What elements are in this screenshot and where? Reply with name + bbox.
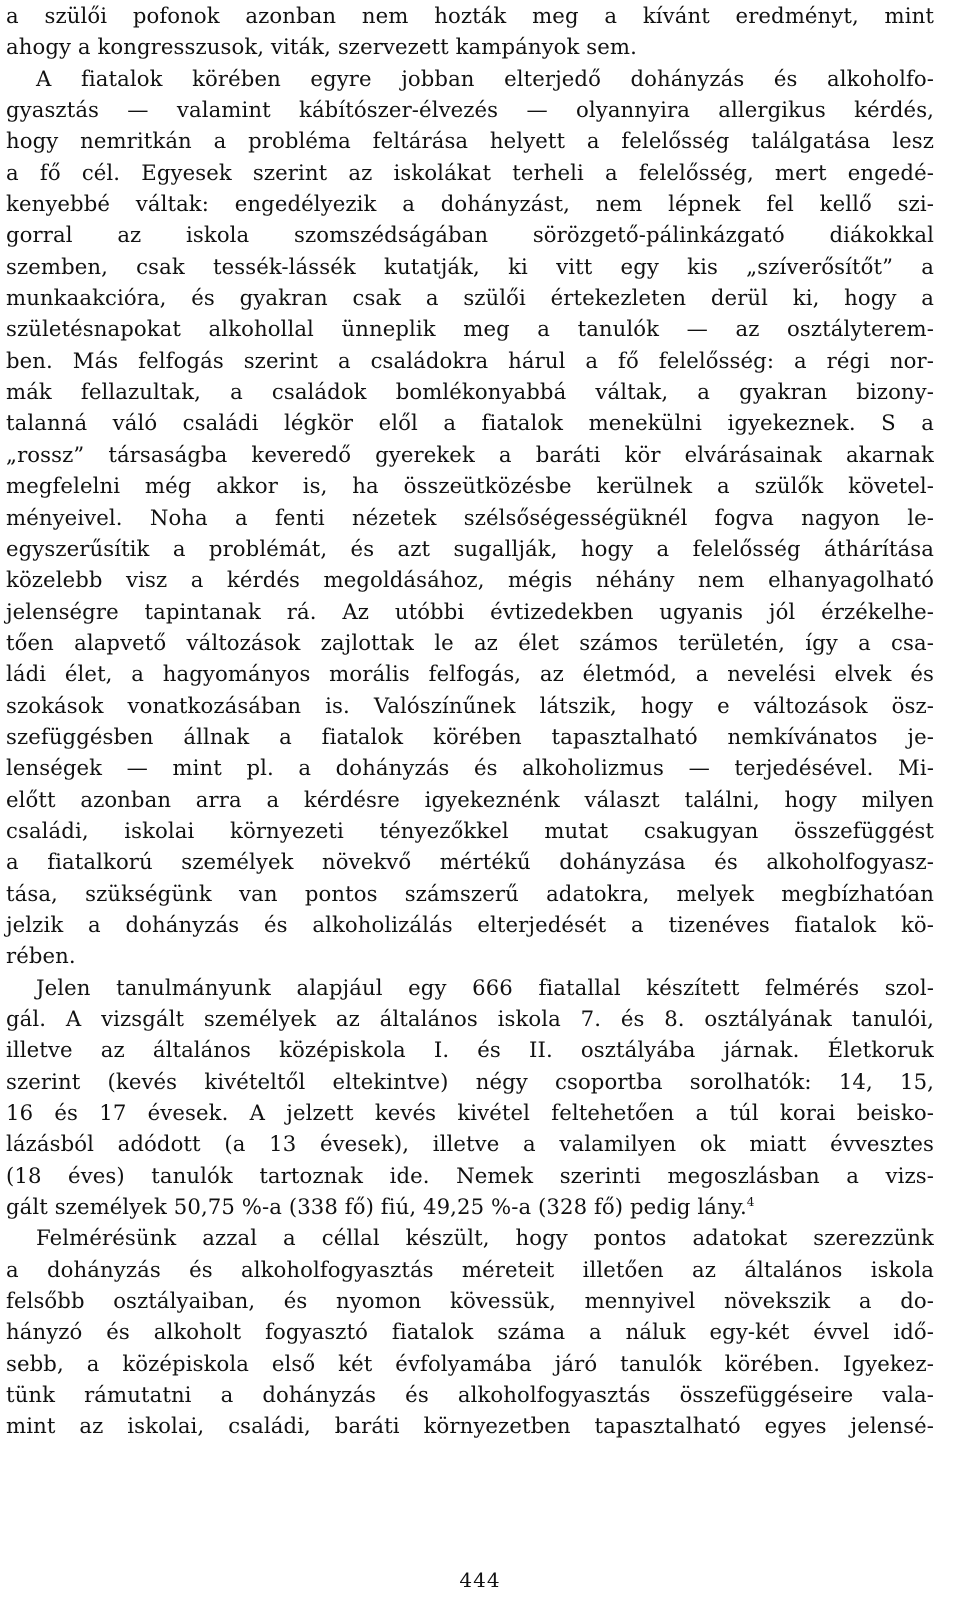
text-line: kenyebbé váltak: engedélyezik a dohányzást, nem lépnek fel kellő szi- [6,191,934,217]
text-line: Felmérésünk azzal a céllal készült, hogy pontos adatokat szerezzünk [36,1225,934,1251]
text-line: (18 éves) tanulók tartoznak ide. Nemek szerinti megoszlásban a vizs- [6,1162,934,1188]
text-line [6,1191,934,1222]
text-line: előtt azonban arra a kérdésre igyekeznénk választ találni, hogy milyen [6,786,934,812]
text-line: sebb, a középiskola első két évfolyamába járó tanulók körében. Igyekez- [6,1350,934,1376]
text-line: a fiatalkorú személyek növekvő mértékű dohányzása és alkoholfogyasz- [6,849,934,875]
text-line: 16 és 17 évesek. A jelzett kevés kivétel feltehetően a túl korai beisko- [6,1100,934,1126]
text-line: talanná váló családi légkör elől a fiatalok menekülni igyekeznek. S a [6,410,934,436]
text-line: ahogy a kongresszusok, viták, szervezett kampányok sem. [6,34,637,60]
text-line: születésnapokat alkohollal ünneplik meg a tanulók — az osztályterem- [6,316,934,342]
text-line: lenségek — mint pl. a dohányzás és alkoholizmus — terjedésével. Mi- [6,755,934,781]
text-line: szemben, csak tessék-lássék kutatják, ki vitt egy kis „szíverősítőt” a [6,253,934,279]
text-line: jelzik a dohányzás és alkoholizálás elterjedését a tizenéves fiatalok kö- [6,911,934,937]
paragraph-3 [6,972,934,1223]
text-line: ményeivel. Noha a fenti nézetek szélsőségességüknél fogva nagyon le- [6,504,934,530]
text-line: szefüggésben állnak a fiatalok körében tapasztalható nemkívánatos je- [6,723,934,749]
text-line: lázásból adódott (a 13 évesek), illetve a valamilyen ok miatt évvesztes [6,1131,934,1157]
paragraph-4 [6,1222,934,1441]
text-line: a dohányzás és alkoholfogyasztás méreteit illetően az általános iskola [6,1256,934,1282]
body-text [6,0,934,1442]
text-line: megfelelni még akkor is, ha összeütközésbe kerülnek a szülők követel- [6,473,934,499]
paragraph-2 [6,63,934,972]
text-line: tően alapvető változások zajlottak le az élet számos területén, így a csa- [6,629,934,655]
text-line: gorral az iskola szomszédságában sörözgető-pálinkázgató diákokkal [6,222,934,248]
text-line: Jelen tanulmányunk alapjául egy 666 fiatallal készített felmérés szol- [36,974,934,1000]
text-line: a fő cél. Egyesek szerint az iskolákat terheli a felelősség, mert engedé- [6,159,934,185]
text-line: egyszerűsítik a problémát, és azt sugallják, hogy a felelősség áthárítása [6,535,934,561]
text-line: mák fellazultak, a családok bomlékonyabbá váltak, a gyakran bizony- [6,379,934,405]
text-line: jelenségre tapintanak rá. Az utóbbi évtizedekben ugyanis jól érzékelhe- [6,598,934,624]
text-line: a szülői pofonok azonban nem hozták meg a kívánt eredményt, mint [6,3,934,28]
text-line: illetve az általános középiskola I. és II. osztályába járnak. Életkoruk [6,1037,934,1063]
text-line: munkaakcióra, és gyakran csak a szülői értekezleten derül ki, hogy a [6,285,934,311]
text-line: rében. [6,943,76,969]
paragraph-1 [6,0,934,63]
text-line: tünk rámutatni a dohányzás és alkoholfogyasztás összefüggéseire vala- [6,1382,934,1408]
text-line: hogy nemritkán a probléma feltárása helyett a felelősség találgatása lesz [6,128,934,154]
page-number: 444 [459,1568,501,1592]
text-line-content: gált személyek 50,75 %-a (338 fő) fiú, 49,25 %-a (328 fő) pedig lány. [6,1194,747,1220]
text-line: hányzó és alkoholt fogyasztó fiatalok száma a náluk egy-két évvel idő- [6,1319,934,1345]
text-line: ben. Más felfogás szerint a családokra hárul a fő felelősség: a régi nor- [6,347,934,373]
text-line: szokások vonatkozásában is. Valószínűnek látszik, hogy e változások ösz- [6,692,934,718]
text-line: A fiatalok körében egyre jobban elterjedő dohányzás és alkoholfo- [36,65,934,91]
text-line: szerint (kevés kivételtől eltekintve) négy csoportba sorolhatók: 14, 15, [6,1068,934,1094]
text-line: „rossz” társaságba keveredő gyerekek a baráti kör elvárásainak akarnak [6,441,934,467]
text-line: tása, szükségünk van pontos számszerű adatokra, melyek megbízhatóan [6,880,934,906]
text-line: családi, iskolai környezeti tényezőkkel mutat csakugyan összefüggést [6,817,934,843]
text-line: gyasztás — valamint kábítószer-élvezés — olyannyira allergikus kérdés, [6,97,934,123]
footnote-reference[interactable]: 4 [746,1195,755,1209]
text-line: mint az iskolai, családi, baráti környezetben tapasztalható egyes jelensé- [6,1413,934,1439]
text-line: ládi élet, a hagyományos morális felfogás, az életmód, a nevelési elvek és [6,661,934,687]
text-line: gál. A vizsgált személyek az általános iskola 7. és 8. osztályának tanulói, [6,1006,934,1031]
text-line: felsőbb osztályaiban, és nyomon kövessük, mennyivel növekszik a do- [6,1288,934,1314]
text-line: közelebb visz a kérdés megoldásához, mégis néhány nem elhanyagolható [6,567,934,593]
